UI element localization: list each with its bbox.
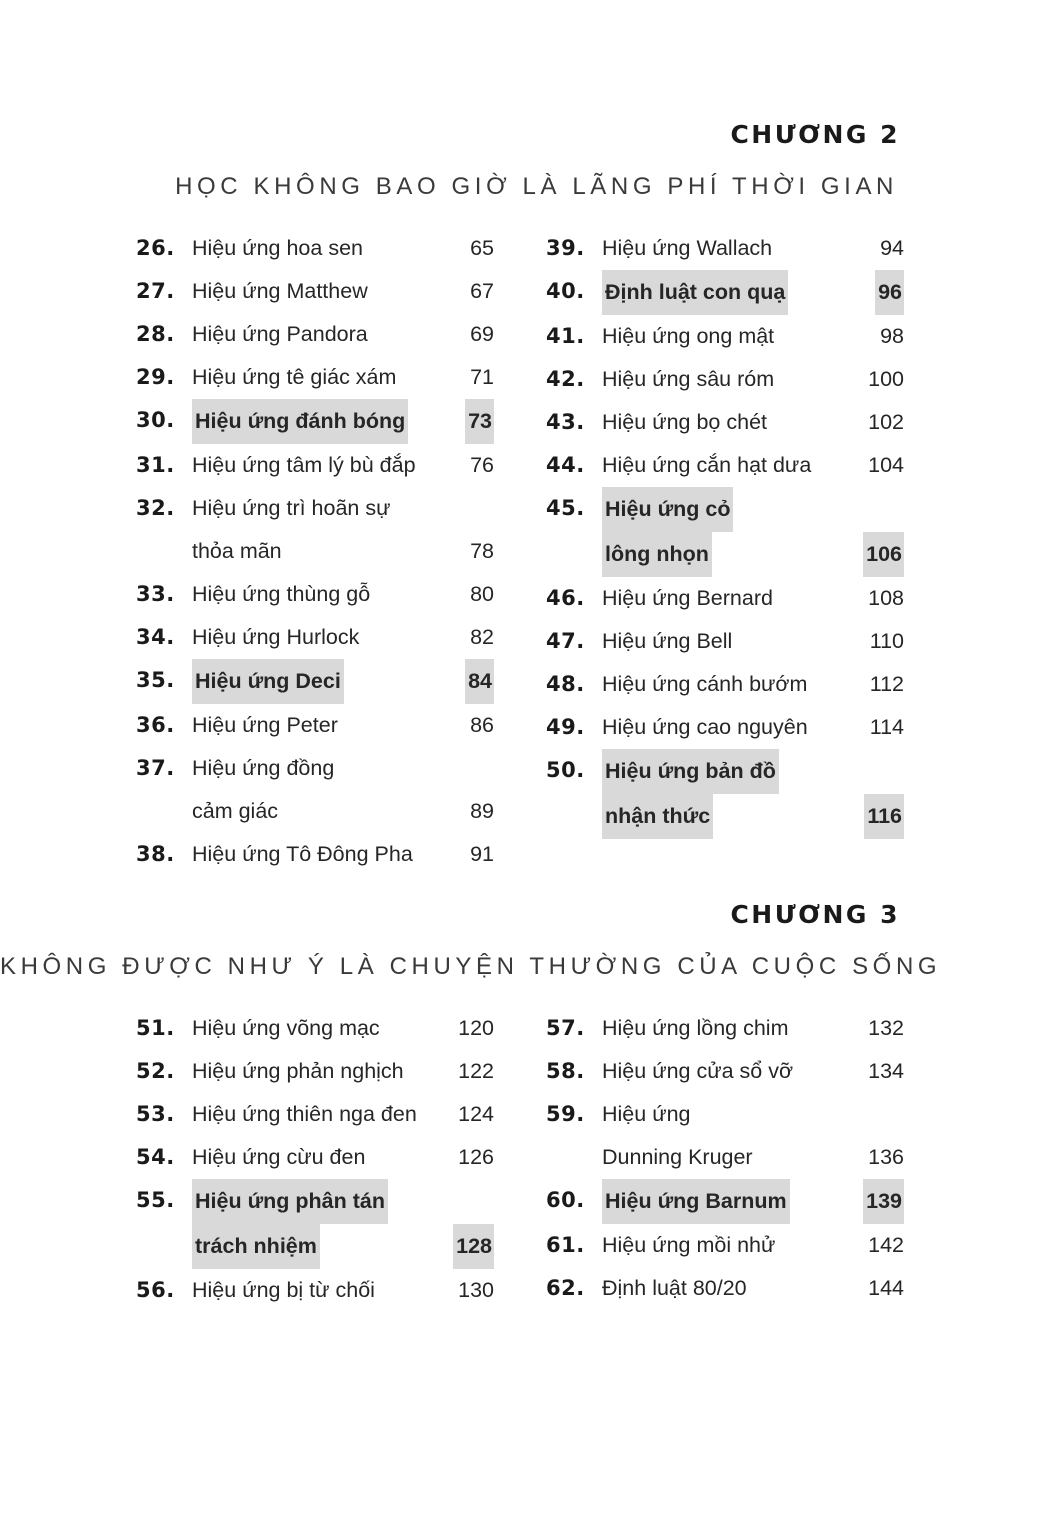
toc-entry-body [602,1267,904,1310]
toc-entry-body [602,663,904,706]
toc-entry[interactable] [136,1136,494,1179]
toc-entry-line [192,530,494,573]
toc-entry-body [192,270,494,313]
toc-entry-title: Hiệu ứng mồi nhử [602,1233,776,1257]
toc-entry-number: 50. [546,758,585,782]
toc-entry-line [602,620,904,663]
toc-entry[interactable] [136,747,494,833]
toc-entry-body [602,1224,904,1267]
toc-entry[interactable] [546,1179,904,1224]
toc-entry-body [602,577,904,620]
toc-entry-line [602,401,904,444]
toc-entry-title: cảm giác [192,799,279,823]
toc-entry-number: 38. [136,842,175,866]
toc-entry-line [192,833,494,876]
toc-entry-body [192,1007,494,1050]
toc-entry-line [602,1050,904,1093]
toc-entry-body [602,706,904,749]
toc-entry-line [602,577,904,620]
toc-entry[interactable] [136,833,494,876]
toc-entry[interactable] [546,270,904,315]
toc-entry-page: 110 [869,629,904,653]
toc-entry-title: Hiệu ứng cừu đen [192,1145,366,1169]
chapter-section-2 [0,120,1048,876]
toc-entry-title: Hiệu ứng Matthew [192,279,368,303]
toc-entry-page: 96 [875,270,904,315]
toc-entry-title: Hiệu ứng cửa sổ vỡ [602,1059,794,1083]
toc-entry-line [602,532,904,577]
toc-entry-body [192,747,494,833]
toc-entry-number: 34. [136,625,175,649]
toc-entry-page: 73 [465,399,494,444]
toc-entry-body [192,1093,494,1136]
toc-entry[interactable] [136,573,494,616]
toc-entry-page: 69 [470,322,494,346]
toc-entry-number: 46. [546,586,585,610]
toc-entry[interactable] [136,1269,494,1312]
toc-entry[interactable] [136,1179,494,1269]
toc-entry-line [602,444,904,487]
toc-entry-body [602,1050,904,1093]
toc-entry-body [602,358,904,401]
toc-entry-title: Hiệu ứng hoa sen [192,236,363,260]
toc-entry-title: Hiệu ứng phân tán [192,1179,388,1224]
toc-entry-title: Hiệu ứng Deci [192,659,344,704]
toc-entry-title: Định luật con quạ [602,270,788,315]
toc-entry-number: 26. [136,236,175,260]
toc-entry-body [192,444,494,487]
toc-entry-number: 32. [136,496,175,520]
toc-entry-number: 28. [136,322,175,346]
toc-entry-title: Hiệu ứng thùng gỗ [192,582,371,606]
toc-entry-body [602,270,904,315]
toc-entry-number: 40. [546,279,585,303]
toc-entry-page: 106 [863,532,904,577]
toc-entry-title: Hiệu ứng phản nghịch [192,1059,404,1083]
toc-entry-title: Hiệu ứng cao nguyên [602,715,808,739]
toc-entry-line [192,1050,494,1093]
toc-entry[interactable] [546,577,904,620]
toc-entry[interactable] [136,1007,494,1050]
chapter-section-3 [0,900,1048,1312]
toc-entry-title: Hiệu ứng Wallach [602,236,773,260]
toc-entry-line [602,1093,904,1136]
toc-entry-title: Hiệu ứng đánh bóng [192,399,408,444]
toc-entry-body [602,620,904,663]
toc-entry-body [602,444,904,487]
toc-entry[interactable] [136,1093,494,1136]
toc-entry-title: thỏa mãn [192,539,282,563]
toc-entry-line [602,227,904,270]
toc-columns [0,227,1048,876]
toc-entry-line [192,444,494,487]
toc-entry-title: Hiệu ứng sâu róm [602,367,775,391]
toc-entry-line [192,313,494,356]
toc-entry-number: 48. [546,672,585,696]
toc-columns [0,1007,1048,1312]
toc-entry-body [602,1179,904,1224]
toc-entry-body [192,704,494,747]
toc-entry-number: 44. [546,453,585,477]
toc-entry-title: Dunning Kruger [602,1145,753,1169]
toc-entry-title: Hiệu ứng cắn hạt dưa [602,453,812,477]
toc-entry-line [192,747,494,790]
toc-entry[interactable] [136,270,494,313]
toc-entry-page: 136 [868,1145,904,1169]
toc-entry-number: 42. [546,367,585,391]
toc-entry-line [602,487,904,532]
toc-entry[interactable] [546,487,904,577]
toc-entry[interactable] [546,401,904,444]
toc-entry-number: 56. [136,1278,175,1302]
toc-entry[interactable] [546,227,904,270]
toc-entry[interactable] [136,616,494,659]
toc-entry-title: Định luật 80/20 [602,1276,747,1300]
toc-entry-page: 71 [470,365,494,389]
toc-entry-title: Hiệu ứng bọ chét [602,410,767,434]
toc-entry-line [602,270,904,315]
toc-entry[interactable] [546,444,904,487]
toc-column-right [546,1007,904,1312]
toc-entry[interactable] [546,1007,904,1050]
toc-entry-page: 86 [470,713,494,737]
toc-entry-body [602,1093,904,1179]
toc-entry-page: 108 [868,586,904,610]
toc-entry-title: Hiệu ứng Barnum [602,1179,790,1224]
toc-entry-page: 84 [465,659,494,704]
toc-entry-line [192,1007,494,1050]
toc-entry-page: 112 [869,672,904,696]
toc-entry-line [192,616,494,659]
toc-entry-body [602,315,904,358]
toc-entry-page: 144 [868,1276,904,1300]
toc-entry[interactable] [546,1050,904,1093]
toc-entry-number: 53. [136,1102,175,1126]
toc-entry[interactable] [136,704,494,747]
toc-entry-line [192,1093,494,1136]
toc-entry-body [192,1136,494,1179]
toc-entry-number: 30. [136,408,175,432]
toc-entry-page: 94 [880,236,904,260]
toc-entry-page: 142 [868,1233,904,1257]
toc-entry[interactable] [136,399,494,444]
toc-entry-title: Hiệu ứng Pandora [192,322,368,346]
toc-entry-title: Hiệu ứng tâm lý bù đắp [192,453,416,477]
toc-column-right [546,227,904,876]
toc-entry-number: 54. [136,1145,175,1169]
toc-entry-title: Hiệu ứng thiên nga đen [192,1102,417,1126]
toc-entry-body [192,616,494,659]
toc-entry-page: 130 [458,1278,494,1302]
toc-entry-number: 45. [546,496,585,520]
toc-entry-title: Hiệu ứng trì hoãn sự [192,496,391,520]
toc-entry-body [192,313,494,356]
toc-entry-body [192,1269,494,1312]
toc-entry-number: 60. [546,1188,585,1212]
toc-entry[interactable] [136,356,494,399]
toc-entry-page: 122 [458,1059,494,1083]
toc-entry-line [602,749,904,794]
toc-entry-number: 59. [546,1102,585,1126]
toc-entry-line [192,1269,494,1312]
toc-entry[interactable] [136,227,494,270]
toc-entry-body [192,1179,494,1269]
toc-entry[interactable] [136,313,494,356]
toc-entry-number: 58. [546,1059,585,1083]
toc-entry-page: 126 [458,1145,494,1169]
toc-entry-number: 29. [136,365,175,389]
toc-entry-page: 76 [470,453,494,477]
chapter-title: KHÔNG ĐƯỢC NHƯ Ý LÀ CHUYỆN THƯỜNG CỦA CUỘC SỐNG [0,953,942,980]
toc-entry-body [192,356,494,399]
toc-entry-line [192,487,494,530]
toc-entry-title: Hiệu ứng bị từ chối [192,1278,375,1302]
toc-entry[interactable] [546,358,904,401]
toc-entry-title: lông nhọn [602,532,712,577]
toc-entry-number: 49. [546,715,585,739]
toc-entry-page: 91 [470,842,494,866]
toc-entry-body [192,573,494,616]
toc-entry-page: 102 [868,410,904,434]
toc-entry-number: 52. [136,1059,175,1083]
toc-entry-number: 31. [136,453,175,477]
toc-entry-page: 128 [453,1224,494,1269]
chapter-label: CHƯƠNG 2 [730,120,900,149]
toc-entry-line [602,794,904,839]
toc-entry-title: Hiệu ứng bản đồ [602,749,779,794]
toc-entry-number: 36. [136,713,175,737]
toc-entry-line [602,1224,904,1267]
toc-entry-page: 89 [470,799,494,823]
toc-entry[interactable] [546,749,904,839]
toc-entry-title: nhận thức [602,794,713,839]
toc-entry-page: 120 [458,1016,494,1040]
toc-entry-line [192,356,494,399]
toc-entry-title: Hiệu ứng [602,1102,691,1126]
toc-entry-line [192,1179,494,1224]
toc-entry-page: 124 [458,1102,494,1126]
toc-entry-line [192,1136,494,1179]
toc-entry-number: 62. [546,1276,585,1300]
toc-entry-line [602,1136,904,1179]
toc-column-left [136,227,494,876]
toc-entry-page: 116 [864,794,904,839]
toc-entry-line [602,358,904,401]
toc-entry-page: 132 [868,1016,904,1040]
toc-entry-body [192,1050,494,1093]
toc-entry-title: Hiệu ứng Peter [192,713,338,737]
toc-entry-title: trách nhiệm [192,1224,320,1269]
toc-entry-line [192,659,494,704]
toc-entry-title: Hiệu ứng lồng chim [602,1016,789,1040]
toc-entry-line [192,1224,494,1269]
toc-entry-number: 43. [546,410,585,434]
toc-entry-line [602,1179,904,1224]
toc-entry[interactable] [136,487,494,573]
toc-entry-page: 78 [470,539,494,563]
toc-entry[interactable] [546,1224,904,1267]
toc-entry-number: 57. [546,1016,585,1040]
toc-entry-number: 41. [546,324,585,348]
toc-entry-title: Hiệu ứng Hurlock [192,625,360,649]
toc-entry[interactable] [546,315,904,358]
toc-entry-line [602,663,904,706]
toc-entry-body [602,749,904,839]
toc-entry-line [192,399,494,444]
toc-entry-title: Hiệu ứng cỏ [602,487,733,532]
toc-entry-line [602,1007,904,1050]
toc-entry-body [192,487,494,573]
toc-entry-page: 139 [863,1179,904,1224]
toc-entry-number: 61. [546,1233,585,1257]
toc-entry-body [192,833,494,876]
toc-entry[interactable] [546,620,904,663]
toc-entry-body [602,1007,904,1050]
toc-entry-page: 82 [470,625,494,649]
toc-entry-number: 27. [136,279,175,303]
toc-entry-page: 100 [868,367,904,391]
toc-entry-title: Hiệu ứng Bell [602,629,733,653]
toc-column-left [136,1007,494,1312]
toc-entry[interactable] [136,1050,494,1093]
toc-entry-body [192,659,494,704]
toc-entry-number: 51. [136,1016,175,1040]
toc-entry[interactable] [546,663,904,706]
toc-entry-title: Hiệu ứng tê giác xám [192,365,397,389]
toc-entry-line [602,706,904,749]
toc-entry-body [192,227,494,270]
toc-entry-title: Hiệu ứng đồng [192,756,335,780]
toc-entry[interactable] [546,706,904,749]
toc-entry-number: 47. [546,629,585,653]
toc-entry-title: Hiệu ứng Bernard [602,586,773,610]
toc-entry[interactable] [136,444,494,487]
toc-entry-page: 134 [868,1059,904,1083]
toc-entry-page: 104 [868,453,904,477]
toc-entry-number: 39. [546,236,585,260]
toc-entry[interactable] [546,1267,904,1310]
toc-entry-line [602,1267,904,1310]
toc-entry-title: Hiệu ứng ong mật [602,324,775,348]
toc-entry-page: 67 [470,279,494,303]
toc-entry-title: Hiệu ứng Tô Đông Pha [192,842,413,866]
toc-entry-body [192,399,494,444]
toc-entry-line [602,315,904,358]
toc-entry-body [602,401,904,444]
toc-entry-body [602,487,904,577]
toc-entry-title: Hiệu ứng cánh bướm [602,672,808,696]
toc-entry-number: 55. [136,1188,175,1212]
toc-entry-page: 98 [880,324,904,348]
toc-entry-page: 80 [470,582,494,606]
toc-entry-page: 65 [470,236,494,260]
toc-entry-line [192,573,494,616]
toc-entry-number: 37. [136,756,175,780]
toc-entry-line [192,227,494,270]
toc-entry-title: Hiệu ứng võng mạc [192,1016,380,1040]
toc-entry-line [192,704,494,747]
toc-entry-line [192,270,494,313]
toc-entry-number: 33. [136,582,175,606]
chapter-title: HỌC KHÔNG BAO GIỜ LÀ LÃNG PHÍ THỜI GIAN [175,173,898,200]
toc-entry[interactable] [136,659,494,704]
toc-entry-page: 114 [869,715,904,739]
toc-entry-number: 35. [136,668,175,692]
toc-entry[interactable] [546,1093,904,1179]
toc-entry-line [192,790,494,833]
toc-entry-body [602,227,904,270]
chapter-label: CHƯƠNG 3 [730,900,900,929]
